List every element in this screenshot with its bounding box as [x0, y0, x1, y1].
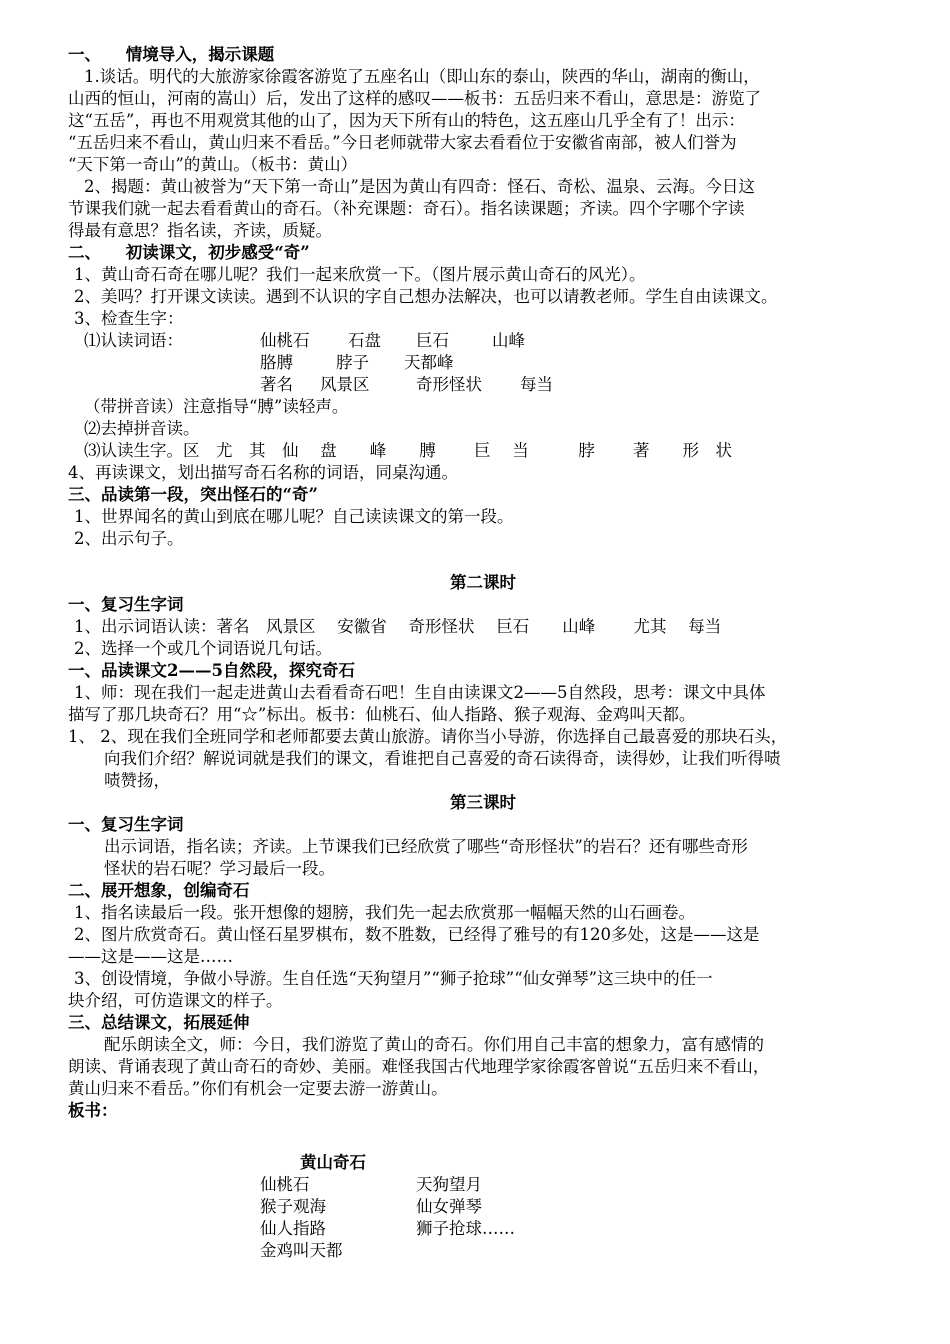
section-heading: 一、品读课文2——5自然段，探究奇石 [68, 661, 355, 680]
paragraph-line: 1、师：现在我们一起走进黄山去看看奇石吧！生自由读课文2——5自然段，思考：课文中具体 [74, 683, 766, 702]
paragraph-line: 出示词语，指名读；齐读。上节课我们已经欣赏了哪些“奇形怪状”的岩石？还有哪些奇形 [104, 837, 748, 856]
paragraph-line: 2、揭题：黄山被誉为“天下第一奇山”是因为黄山有四奇：怪石、奇松、温泉、云海。今日这 [84, 177, 755, 196]
paragraph-line: “天下第一奇山”的黄山。（板书：黄山） [68, 155, 358, 174]
lesson-plan-page [68, 44, 898, 1262]
vocab-row [68, 330, 898, 352]
paragraph-line: 3、检查生字： [74, 309, 184, 328]
paragraph-line: 2、美吗？打开课文读读。遇到不认识的字自己想办法解决，也可以请教老师。学生自由读课文。 [74, 287, 778, 306]
paragraph-line: 啧赞扬， [104, 771, 170, 790]
paragraph-line: ⑶认读生字。区 尤 其 仙 盘 峰 膊 巨 当 脖 著 形 状 [84, 441, 732, 460]
paragraph-line: 4、再读课文，划出描写奇石名称的词语，同桌沟通。 [68, 463, 458, 482]
paragraph-line: 怪状的岩石呢？学习最后一段。 [104, 859, 335, 878]
vocab-word: 脖子 [336, 353, 369, 372]
paragraph-line: ——这是——这是…… [68, 947, 233, 966]
board-row [68, 1174, 898, 1196]
paragraph-line: “五岳归来不看山，黄山归来不看岳。”今日老师就带大家去看看位于安徽省南部，被人们誉为 [68, 133, 737, 152]
paragraph-line: 2、出示句子。 [74, 529, 184, 548]
paragraph-line: 1、指名读最后一段。张开想像的翅膀，我们先一起去欣赏那一幅幅天然的山石画卷。 [74, 903, 695, 922]
section-heading: 三、品读第一段，突出怪石的“奇” [68, 485, 318, 504]
paragraph-line: 1、世界闻名的黄山到底在哪儿呢？自己读读课文的第一段。 [74, 507, 514, 526]
paragraph-line: ⑴认读词语： [84, 331, 183, 350]
vocab-word: 山峰 [492, 331, 525, 350]
vocab-word: 著名 [260, 375, 293, 394]
paragraph-line: 2、图片欣赏奇石。黄山怪石星罗棋布，数不胜数，已经得了雅号的有120多处，这是——这是 [74, 925, 760, 944]
vocab-word: 胳膊 [260, 353, 293, 372]
vocab-word: 风景区 [320, 375, 370, 394]
board-item: 天狗望月 [416, 1175, 482, 1194]
paragraph-line: 山西的恒山，河南的嵩山）后，发出了这样的感叹——板书：五岳归来不看山，意思是：游览了 [68, 89, 761, 108]
section-heading: 一、 情境导入，揭示课题 [68, 45, 275, 64]
vocab-row [68, 352, 898, 374]
paragraph-line: 1、黄山奇石奇在哪儿呢？我们一起来欣赏一下。（图片展示黄山奇石的风光）。 [74, 265, 646, 284]
board-item: 仙人指路 [260, 1219, 326, 1238]
vocab-word: 仙桃石 [260, 331, 310, 350]
paragraph-line: 朗读、背诵表现了黄山奇石的奇妙、美丽。难怪我国古代地理学家徐霞客曾说“五岳归来不看山， [68, 1057, 770, 1076]
board-row [68, 1218, 898, 1240]
board-label: 板书： [68, 1101, 118, 1120]
paragraph-line: 1、 2、现在我们全班同学和老师都要去黄山旅游。请你当小导游，你选择自己最喜爱的那块石头， [68, 727, 788, 746]
board-item: 仙女弹琴 [416, 1197, 482, 1216]
vocab-word: 奇形怪状 [416, 375, 482, 394]
board-item: 金鸡叫天都 [260, 1241, 343, 1260]
lesson-title: 第三课时 [450, 793, 516, 812]
paragraph-line: 向我们介绍？解说词就是我们的课文，看谁把自己喜爱的奇石读得奇，读得妙，让我们听得啧 [104, 749, 781, 768]
board-title-row [68, 1152, 898, 1174]
section-heading: 一、复习生字词 [68, 595, 184, 614]
paragraph-line: 描写了那几块奇石？用“☆”标出。板书：仙桃石、仙人指路、猴子观海、金鸡叫天都。 [68, 705, 696, 724]
paragraph-line: ⑵去掉拼音读。 [84, 419, 200, 438]
vocab-word: 石盘 [348, 331, 381, 350]
board-row [68, 1196, 898, 1218]
vocab-word: 天都峰 [404, 353, 454, 372]
paragraph-line: 配乐朗读全文，师：今日，我们游览了黄山的奇石。你们用自己丰富的想象力，富有感情的 [104, 1035, 764, 1054]
board-row [68, 1240, 898, 1262]
paragraph-line: 2、选择一个或几个词语说几句话。 [74, 639, 332, 658]
paragraph-line: 节课我们就一起去看看黄山的奇石。（补充课题：奇石）。指名读课题；齐读。四个字哪个字读 [68, 199, 745, 218]
lesson-title: 第二课时 [450, 573, 516, 592]
paragraph-line: 得最有意思？指名读，齐读，质疑。 [68, 221, 332, 240]
section-heading: 三、总结课文，拓展延伸 [68, 1013, 250, 1032]
paragraph-line: 1.谈话。明代的大旅游家徐霞客游览了五座名山（即山东的泰山，陕西的华山，湖南的衡山， [84, 67, 760, 86]
board-title: 黄山奇石 [300, 1153, 366, 1172]
paragraph-line: 这“五岳”，再也不用观赏其他的山了，因为天下所有山的特色，这五座山几乎全有了！出示： [68, 111, 745, 130]
board-item: 仙桃石 [260, 1175, 310, 1194]
vocab-row [68, 374, 898, 396]
section-heading: 一、复习生字词 [68, 815, 184, 834]
section-heading: 二、 初读课文，初步感受“奇” [68, 243, 310, 262]
paragraph-line: 3、创设情境，争做小导游。生自任选“天狗望月”“狮子抢球”“仙女弹琴”这三块中的任一 [74, 969, 713, 988]
board-item: 狮子抢球…… [416, 1219, 515, 1238]
paragraph-line: 1、出示词语认读：著名 风景区 安徽省 奇形怪状 巨石 山峰 尤其 每当 [74, 617, 722, 636]
vocab-word: 巨石 [416, 331, 449, 350]
section-heading: 二、展开想象，创编奇石 [68, 881, 250, 900]
board-item: 猴子观海 [260, 1197, 326, 1216]
vocab-word: 每当 [520, 375, 553, 394]
paragraph-line: （带拼音读）注意指导“膊”读轻声。 [84, 397, 349, 416]
paragraph-line: 黄山归来不看岳。”你们有机会一定要去游一游黄山。 [68, 1079, 448, 1098]
paragraph-line: 块介绍，可仿造课文的样子。 [68, 991, 283, 1010]
